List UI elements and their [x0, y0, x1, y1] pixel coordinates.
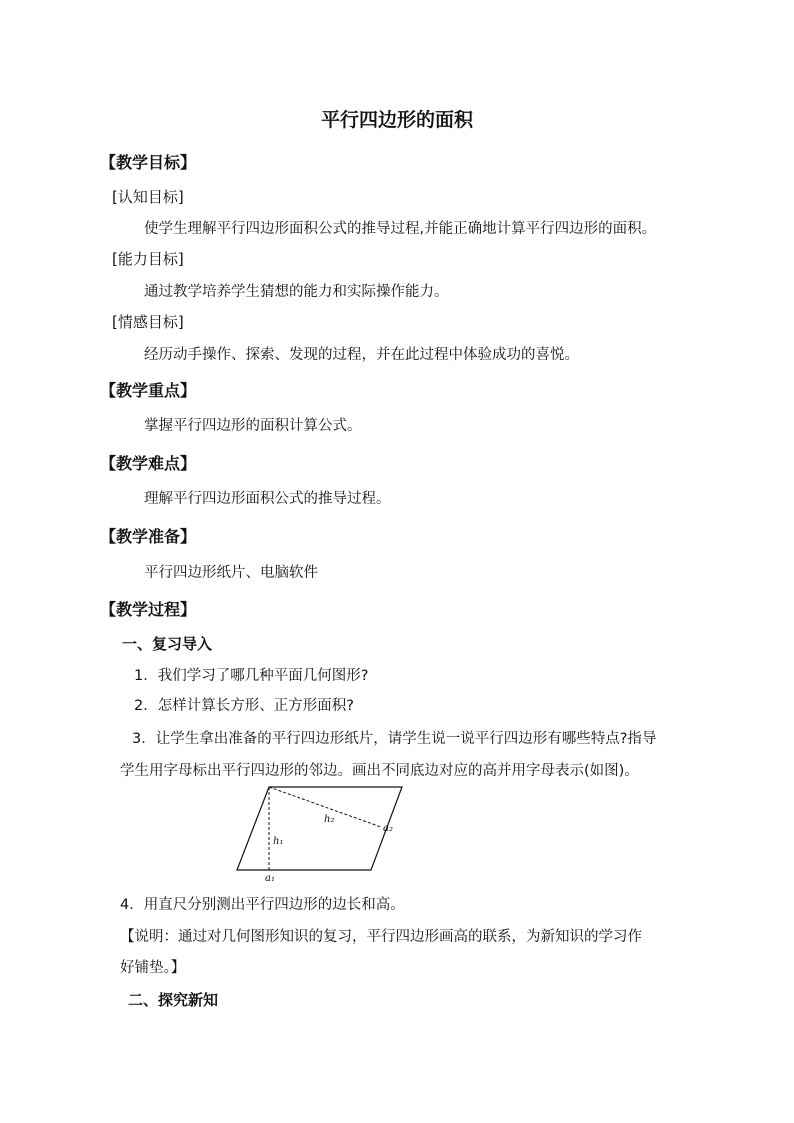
difficulty-text: 理解平行四边形面积公式的推导过程。	[144, 491, 391, 507]
ability-goal-label: [能力目标]	[112, 250, 184, 268]
question-3-line-1: 3．让学生拿出准备的平行四边形纸片，请学生说一说平行四边形有哪些特点?指导	[132, 731, 657, 747]
note-line-2: 好铺垫。】	[120, 960, 186, 976]
section-heading-process: 【教学过程】	[100, 600, 197, 619]
label-a1: a₁	[265, 873, 275, 884]
question-2: 2．怎样计算长方形、正方形面积?	[134, 698, 354, 714]
cognitive-goal-text: 使学生理解平行四边形面积公式的推导过程,并能正确地计算平行四边形的面积。	[144, 221, 657, 237]
emotion-goal-label: [情感目标]	[112, 313, 184, 331]
ability-goal-text: 通过教学培养学生猜想的能力和实际操作能力。	[144, 284, 449, 300]
key-point-text: 掌握平行四边形的面积计算公式。	[144, 418, 362, 434]
label-a2: a₂	[383, 823, 393, 834]
label-h2: h₂	[324, 814, 335, 825]
question-1: 1．我们学习了哪几种平面几何图形?	[134, 668, 369, 684]
section-heading-prep: 【教学准备】	[100, 527, 197, 546]
parallelogram-outline	[237, 787, 402, 870]
note-line-1: 【说明：通过对几何图形知识的复习，平行四边形画高的联系，为新知识的学习作	[120, 929, 642, 945]
page-title: 平行四边形的面积	[320, 109, 473, 131]
part2-heading: 二、探究新知	[128, 991, 219, 1009]
question-4: 4．用直尺分别测出平行四边形的边长和高。	[120, 897, 405, 913]
section-heading-goals: 【教学目标】	[100, 153, 197, 172]
prep-text: 平行四边形纸片、电脑软件	[144, 565, 318, 581]
label-h1: h₁	[273, 836, 284, 847]
question-3-line-2: 学生用字母标出平行四边形的邻边。画出不同底边对应的高并用字母表示(如图)。	[120, 763, 639, 779]
cognitive-goal-label: [认知目标]	[112, 188, 184, 206]
parallelogram-figure	[232, 784, 408, 884]
section-heading-difficulty: 【教学难点】	[100, 454, 197, 473]
emotion-goal-text: 经历动手操作、探索、发现的过程，并在此过程中体验成功的喜悦。	[144, 347, 579, 363]
section-heading-key: 【教学重点】	[100, 381, 197, 400]
part1-heading: 一、复习导入	[122, 635, 213, 653]
